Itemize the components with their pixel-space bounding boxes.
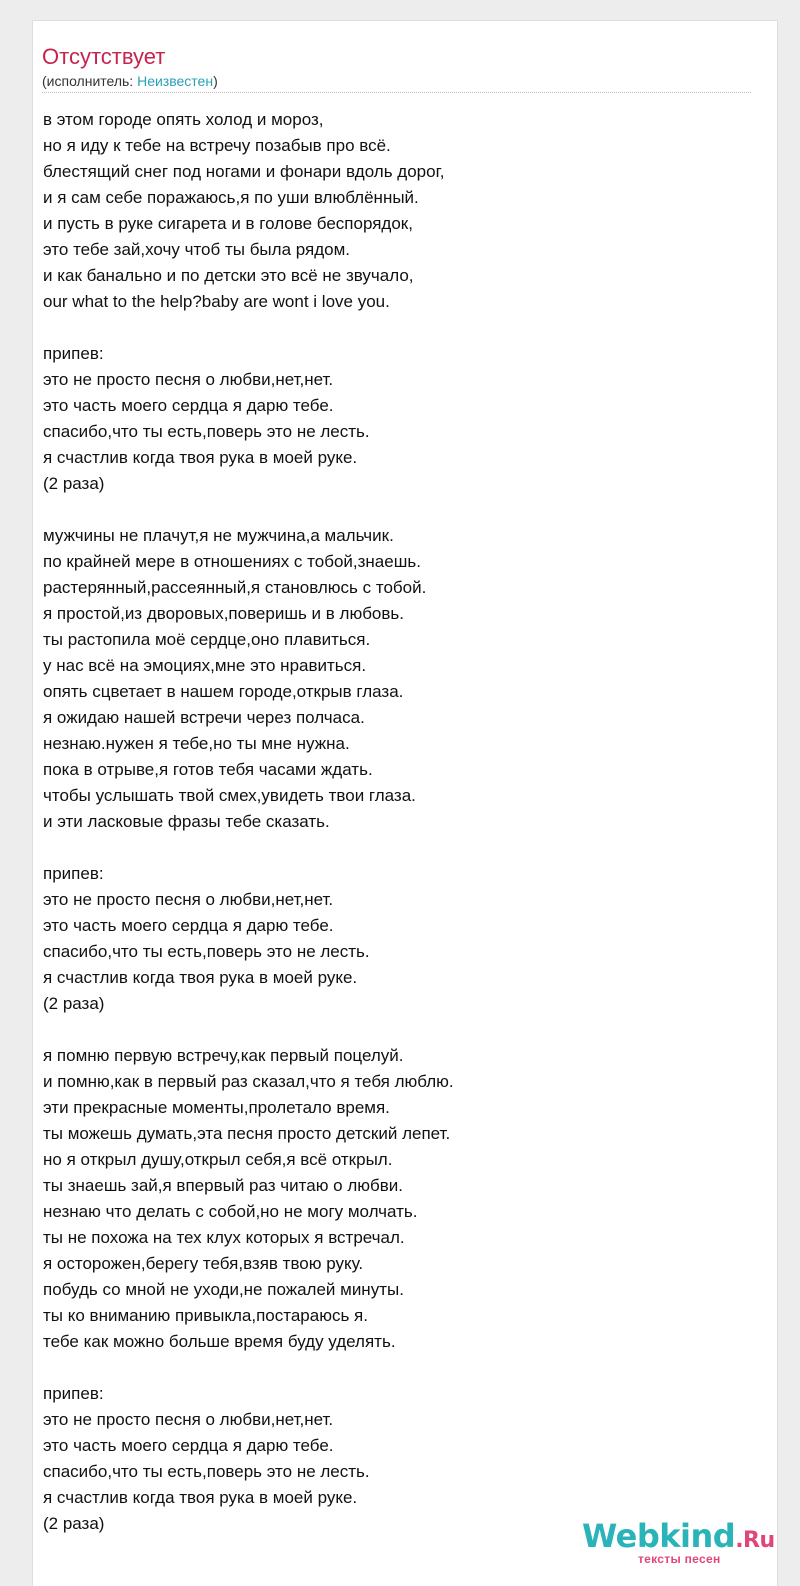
lyric-line: я счастлив когда твоя рука в моей руке. bbox=[43, 448, 358, 467]
logo-tld: .Ru bbox=[735, 1528, 775, 1553]
lyric-line: это тебе зай,хочу чтоб ты была рядом. bbox=[43, 240, 350, 259]
lyric-line: эти прекрасные моменты,пролетало время. bbox=[43, 1098, 390, 1117]
lyric-blank-line bbox=[43, 315, 743, 341]
lyric-line: я помню первую встречу,как первый поцелуй. bbox=[43, 1046, 404, 1065]
lyric-line: я ожидаю нашей встречи через полчаса. bbox=[43, 708, 365, 727]
lyric-line: припев: bbox=[43, 1384, 104, 1403]
lyric-line: но я иду к тебе на встречу позабыв про всё. bbox=[43, 136, 391, 155]
lyric-line: и помню,как в первый раз сказал,что я тебя люблю. bbox=[43, 1072, 454, 1091]
lyric-line: я счастлив когда твоя рука в моей руке. bbox=[43, 968, 358, 987]
site-logo[interactable] bbox=[582, 1516, 782, 1572]
song-title: Отсутствует bbox=[42, 44, 166, 69]
artist-prefix: (исполнитель: bbox=[42, 73, 138, 89]
lyric-line: мужчины не плачут,я не мужчина,а мальчик. bbox=[43, 526, 394, 545]
lyric-line: растерянный,рассеянный,я становлюсь с тобой. bbox=[43, 578, 427, 597]
lyric-line: я простой,из дворовых,поверишь и в любовь. bbox=[43, 604, 404, 623]
lyric-line: блестящий снег под ногами и фонари вдоль дорог, bbox=[43, 162, 445, 181]
lyric-line: я счастлив когда твоя рука в моей руке. bbox=[43, 1488, 358, 1507]
lyric-line: незнаю что делать с собой,но не могу молчать. bbox=[43, 1202, 418, 1221]
lyrics-card bbox=[32, 20, 778, 1586]
lyric-line: по крайней мере в отношениях с тобой,знаешь. bbox=[43, 552, 421, 571]
lyric-line: чтобы услышать твой смех,увидеть твои глаза. bbox=[43, 786, 416, 805]
lyric-line: ты ко вниманию привыкла,постараюсь я. bbox=[43, 1306, 368, 1325]
lyric-line: и пусть в руке сигарета и в голове беспорядок, bbox=[43, 214, 413, 233]
lyric-blank-line bbox=[43, 1017, 743, 1043]
lyric-line: и как банально и по детски это всё не звучало, bbox=[43, 266, 414, 285]
lyric-line: это не просто песня о любви,нет,нет. bbox=[43, 890, 334, 909]
lyric-line: тебе как можно больше время буду уделять. bbox=[43, 1332, 396, 1351]
lyric-line: это часть моего сердца я дарю тебе. bbox=[43, 916, 334, 935]
lyric-line: ты растопила моё сердце,оно плавиться. bbox=[43, 630, 371, 649]
lyric-line: припев: bbox=[43, 864, 104, 883]
lyric-line: our what to the help?baby are wont i love you. bbox=[43, 292, 390, 311]
lyric-line: и я сам себе поражаюсь,я по уши влюблённый. bbox=[43, 188, 419, 207]
lyric-line: это не просто песня о любви,нет,нет. bbox=[43, 1410, 334, 1429]
title-divider bbox=[42, 92, 751, 93]
lyric-line: пока в отрыве,я готов тебя часами ждать. bbox=[43, 760, 373, 779]
lyric-blank-line bbox=[43, 497, 743, 523]
lyrics-text bbox=[43, 107, 743, 1537]
lyric-line: незнаю.нужен я тебе,но ты мне нужна. bbox=[43, 734, 350, 753]
lyric-line: в этом городе опять холод и мороз, bbox=[43, 110, 324, 129]
lyric-line: ты можешь думать,эта песня просто детский лепет. bbox=[43, 1124, 451, 1143]
lyric-line: опять сцветает в нашем городе,открыв глаза. bbox=[43, 682, 404, 701]
lyric-line: ты не похожа на тех клух которых я встречал. bbox=[43, 1228, 405, 1247]
lyric-line: и эти ласковые фразы тебе сказать. bbox=[43, 812, 330, 831]
lyric-line: припев: bbox=[43, 344, 104, 363]
logo-tagline: тексты песен bbox=[638, 1552, 721, 1566]
lyric-line: побудь со мной не уходи,не пожалей минуты. bbox=[43, 1280, 404, 1299]
lyric-line: (2 раза) bbox=[43, 1514, 105, 1533]
lyric-line: это не просто песня о любви,нет,нет. bbox=[43, 370, 334, 389]
lyric-line: спасибо,что ты есть,поверь это не лесть. bbox=[43, 422, 370, 441]
logo-name: Webkind bbox=[582, 1517, 736, 1555]
lyric-line: у нас всё на эмоциях,мне это нравиться. bbox=[43, 656, 367, 675]
lyric-line: ты знаешь зай,я впервый раз читаю о любви. bbox=[43, 1176, 403, 1195]
artist-suffix: ) bbox=[213, 73, 218, 89]
lyric-line: но я открыл душу,открыл себя,я всё открыл. bbox=[43, 1150, 393, 1169]
lyric-line: это часть моего сердца я дарю тебе. bbox=[43, 396, 334, 415]
artist-link[interactable]: Неизвестен bbox=[137, 73, 214, 89]
lyric-line: (2 раза) bbox=[43, 474, 105, 493]
artist-line bbox=[42, 72, 218, 90]
lyric-blank-line bbox=[43, 1355, 743, 1381]
lyric-line: это часть моего сердца я дарю тебе. bbox=[43, 1436, 334, 1455]
lyric-line: спасибо,что ты есть,поверь это не лесть. bbox=[43, 1462, 370, 1481]
lyric-line: (2 раза) bbox=[43, 994, 105, 1013]
lyric-blank-line bbox=[43, 835, 743, 861]
lyric-line: спасибо,что ты есть,поверь это не лесть. bbox=[43, 942, 370, 961]
lyric-line: я осторожен,берегу тебя,взяв твою руку. bbox=[43, 1254, 364, 1273]
